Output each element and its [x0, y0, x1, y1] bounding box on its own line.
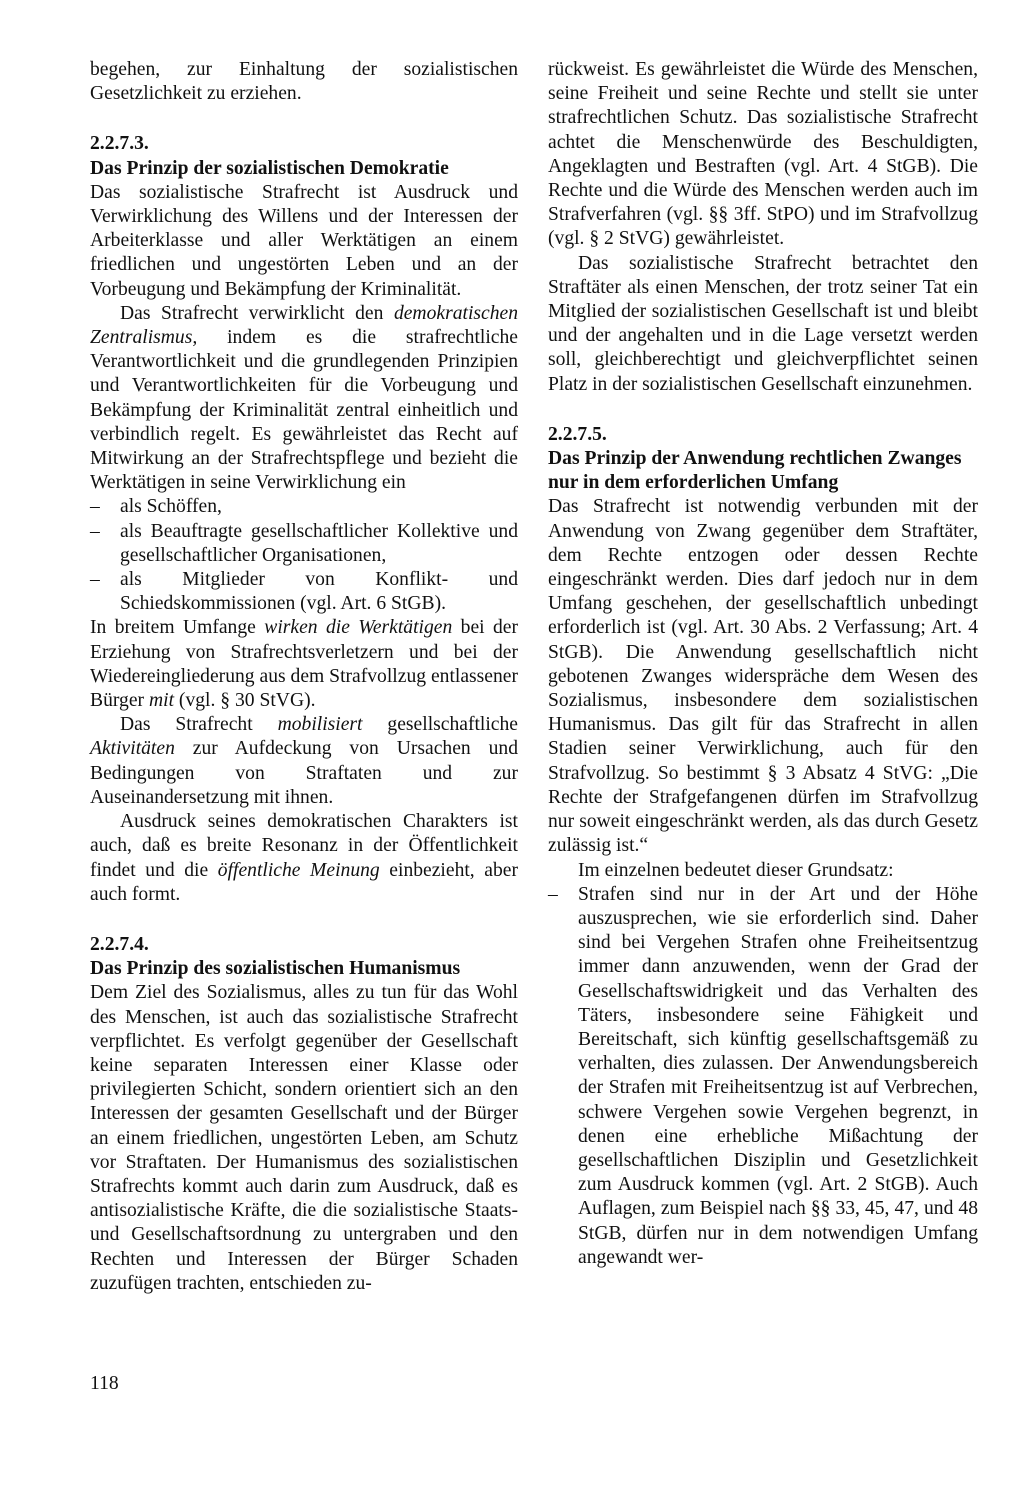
section-heading: Das Prinzip der sozialistischen Demokratie — [90, 157, 449, 179]
paragraph — [90, 810, 518, 907]
paragraph: begehen, zur Einhaltung der sozialistischen Gesetzlichkeit zu erziehen. — [90, 59, 518, 105]
text-run: Das Strafrecht verwirklicht den — [120, 302, 394, 324]
emphasis: demokratischen Zentralismus, — [90, 302, 518, 349]
page-number: 118 — [90, 1373, 119, 1394]
paragraph: Im einzelnen bedeutet dieser Grundsatz: — [578, 859, 894, 881]
paragraph: rückweist. Es gewährleistet die Würde des Menschen, seine Freiheit und seine Rechte und stellt sie unter strafrechtlichen Schutz. Das sozialistische Strafrecht achtet die Menschenwürde des Beschuldigten, Angeklagten und Bestraften (vgl. Art. 4 StGB). Die Rechte und die Würde des Menschen werden auch im Strafverfahren (vgl. §§ 3ff. StPO) und im Strafvollzug (vgl. § 2 StVG) gewährleistet. — [548, 59, 978, 250]
section-number: 2.2.7.3. — [90, 133, 149, 155]
section-heading: Das Prinzip des sozialistischen Humanismus — [90, 958, 461, 980]
emphasis: öffentliche Meinung — [217, 859, 380, 881]
paragraph: Das sozialistische Strafrecht betrachtet den Straftäter als einen Menschen, der trotz seiner Tat ein Mitglied der sozialistischen Gesellschaft ist und bleibt und der angehalten und in die Lage versetzt werden soll, gleichberechtigt und gleichverpflichtet seinen Platz in der sozialistischen Gesellschaft einzunehmen. — [548, 252, 978, 395]
list-item-text: als Mitglieder von Konflikt- und Schiedskommissionen (vgl. Art. 6 StGB). — [120, 569, 518, 615]
list-item — [548, 883, 978, 1270]
list-item-text: Strafen sind nur in der Art und der Höhe auszusprechen, wie sie erforderlich sind. Daher sind bei Vergehen Strafen ohne Freiheitsentzug immer dann anzuwenden, wenn der Grad der Gesellschaftswidrigkeit und das Verhalten des Täters, insbesondere seine Fähigkeit und Bereitschaft, sich künftig gesellschaftsgemäß zu verhalten, dies zulassen. Der Anwendungsbereich der Strafen mit Freiheitsentzug ist auf Verbrechen, schwere Vergehen sowie Vergehen begrenzt, in denen eine erhebliche Mißachtung der gesellschaftlichen Disziplin und Gesetzlichkeit zum Ausdruck kommen (vgl. Art. 2 StGB). Auch Auflagen, zum Beispiel nach §§ 33, 45, 47, und 48 StGB, dürfen nur in dem notwendigen Umfang angewandt wer- — [578, 883, 978, 1268]
list-item-text: als Schöffen, — [120, 496, 222, 518]
dash-bullet: – — [90, 496, 100, 518]
emphasis: wirken die Werktätigen — [264, 617, 453, 639]
text-run: (vgl. § 30 StVG). — [174, 690, 316, 712]
text-run: einbezieht, aber auch formt. — [90, 859, 519, 905]
section-number: 2.2.7.4. — [90, 933, 149, 955]
text-run: Ausdruck seines demokratischen Charakters ist auch, daß es breite Resonanz in der Öffentlichkeit findet und die — [90, 811, 518, 881]
list-item — [90, 568, 518, 616]
paragraph — [90, 616, 518, 713]
list-item — [90, 495, 518, 519]
paragraph: Dem Ziel des Sozialismus, alles zu tun für das Wohl des Menschen, ist auch das sozialistische Strafrecht verpflichtet. Es verfolgt gegenüber der Gesellschaft keine separaten Interessen einer Klasse oder privilegierten Schicht, sondern orientiert sich an den Interessen der gesamten Gesellschaft und der Bürger an einem friedlichen, ungestörten Leben, am Schutz vor Straftaten. Der Humanismus des sozialistischen Strafrechts kommt auch darin zum Ausdruck, daß es antisozialistische Kräfte, die die sozialistische Staats- und Gesellschaftsordnung zu untergraben und den Rechten und Interessen der Bürger Schaden zuzufügen trachten, entschieden zu- — [90, 982, 518, 1294]
dash-bullet: – — [90, 520, 100, 542]
dash-bullet: – — [90, 569, 100, 591]
dash-bullet: – — [548, 883, 558, 905]
paragraph: Das sozialistische Strafrecht ist Ausdruck und Verwirklichung des Willens und der Interessen der Arbeiterklasse und aller Werktätigen an einem friedlichen und ungestörten Leben und an der Vorbeugung und Bekämpfung der Kriminalität. — [90, 181, 518, 300]
section-number: 2.2.7.5. — [548, 423, 607, 445]
emphasis: mobilisiert — [277, 714, 363, 736]
text-run: gesellschaftliche — [362, 714, 518, 736]
paragraph — [90, 713, 518, 810]
text-run: zur Aufdeckung von Ursachen und Bedingungen von Straftaten und zur Auseinandersetzung mit ihnen. — [90, 738, 518, 808]
section-heading: Das Prinzip der Anwendung rechtlichen Zwanges nur in dem erforderlichen Umfang — [548, 448, 962, 494]
text-run: In breitem Umfange — [90, 617, 265, 639]
right-column — [548, 58, 978, 1270]
emphasis: Aktivitäten — [90, 738, 175, 760]
emphasis: mit — [148, 690, 175, 712]
text-run: indem es die strafrechtliche Verantwortlichkeit und die grundlegenden Prinzipien und Verantwortlichkeiten für die Vorbeugung und Bekämpfung der Kriminalität zentral einheitlich und verbindlich regelt. Es gewährleistet das Recht auf Mitwirkung an der Strafrechtspflege und bezieht die Werktätigen in seine Verwirklichung ein — [90, 327, 518, 494]
list-item-text: als Beauftragte gesellschaftlicher Kollektive und gesellschaftlicher Organisationen, — [120, 520, 518, 566]
left-column — [90, 58, 518, 1296]
text-run: Das Strafrecht — [120, 714, 278, 736]
list-item — [90, 520, 518, 568]
paragraph — [90, 302, 518, 496]
paragraph: Das Strafrecht ist notwendig verbunden mit der Anwendung von Zwang gegenüber dem Straftäter, dem Rechte entzogen oder dessen Rechte eingeschränkt werden. Dies darf jedoch nur in dem Umfang geschehen, der gesellschaftlich unbedingt erforderlich ist (vgl. Art. 30 Abs. 2 Verfassung; Art. 4 StGB). Die Anwendung gesellschaftlich nicht gebotenen Zwanges widerspräche dem Wesen des Sozialismus, insbesondere dem sozialistischen Humanismus. Das gilt für das Strafrecht in allen Stadien seiner Verwirklichung, auch für den Strafvollzug. So bestimmt § 3 Absatz 4 StVG: „Die Rechte der Strafgefangenen dürfen im Strafvollzug nur soweit eingeschränkt werden, als das durch Gesetz zulässig ist.“ — [548, 496, 978, 857]
text-run: bei der Erziehung von Strafrechtsverletzern und bei der Wiedereingliederung aus dem Strafvollzug entlassener Bürger — [90, 617, 519, 712]
